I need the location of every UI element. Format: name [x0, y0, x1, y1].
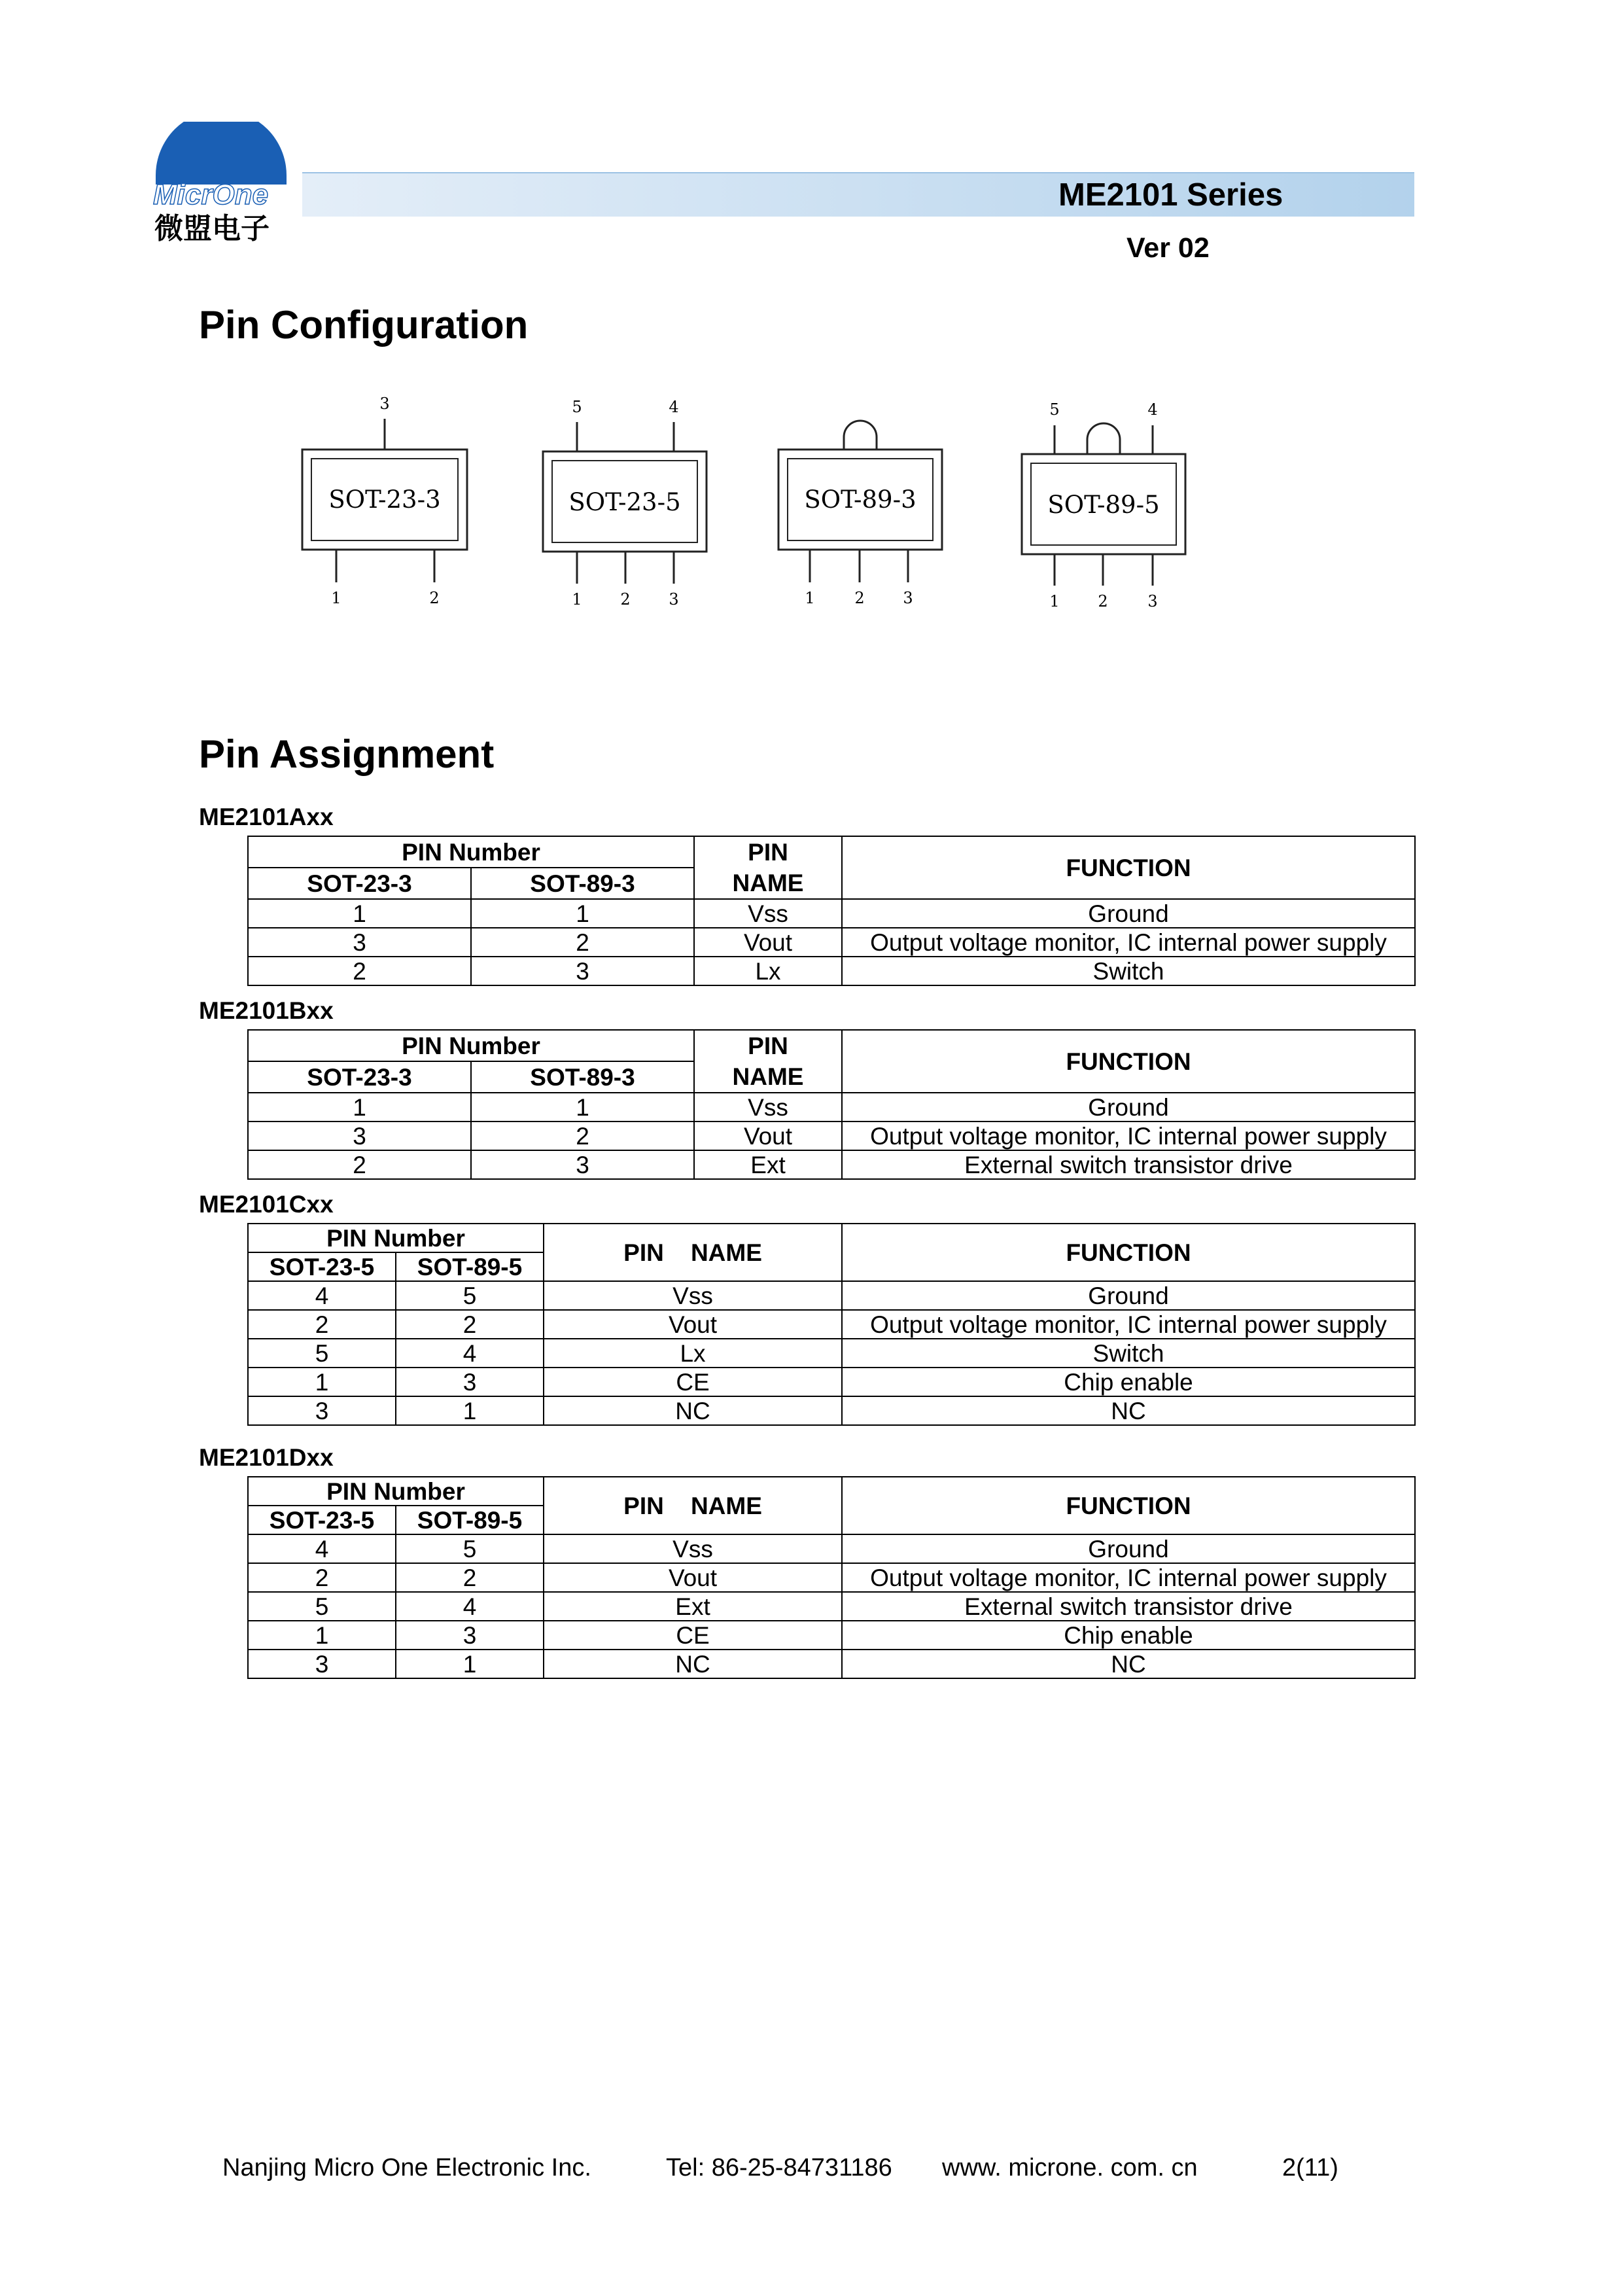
cell: Ext: [544, 1592, 842, 1621]
pin-assignment-title: Pin Assignment: [199, 732, 495, 776]
cell: 3: [471, 957, 694, 985]
pin-number-header: PIN Number: [248, 1224, 544, 1252]
pin-number-label: 3: [1147, 592, 1158, 610]
company-logo: [149, 122, 300, 246]
package-label: SOT-23-3: [328, 486, 441, 514]
cell: 1: [248, 899, 471, 928]
cell: 3: [396, 1621, 544, 1650]
cell: Output voltage monitor, IC internal power supply: [842, 1563, 1415, 1592]
cell: External switch transistor drive: [842, 1150, 1415, 1179]
package-column-header: SOT-23-5: [248, 1252, 396, 1281]
table-row: [248, 928, 1415, 957]
cell: Ground: [842, 899, 1415, 928]
cell: 2: [248, 957, 471, 985]
table-row: [248, 1650, 1415, 1678]
cell: 4: [396, 1592, 544, 1621]
package-column-header: SOT-89-3: [471, 868, 694, 899]
table-label-me2101cxx: ME2101Cxx: [199, 1191, 334, 1218]
pin-number-label: 4: [669, 398, 679, 416]
cell: 1: [248, 1621, 396, 1650]
cell: Vss: [544, 1281, 842, 1310]
cell: Vss: [694, 899, 842, 928]
package-sot-23-5: [543, 398, 707, 609]
pin-name-header: PIN NAME: [544, 1224, 842, 1281]
pin-configuration-title: Pin Configuration: [199, 303, 529, 347]
table-header-row: [248, 1030, 1415, 1061]
pin-number-label: 5: [1049, 400, 1060, 419]
cell: Output voltage monitor, IC internal power supply: [842, 1122, 1415, 1150]
cell: Lx: [694, 957, 842, 985]
cell: 3: [248, 1650, 396, 1678]
cell: Chip enable: [842, 1368, 1415, 1396]
cell: 1: [248, 1093, 471, 1122]
pin-table-me2101dxx: [247, 1476, 1416, 1679]
cell: 5: [396, 1281, 544, 1310]
cell: 2: [396, 1563, 544, 1592]
cell: Switch: [842, 1339, 1415, 1368]
logo-chinese: 微盟电子: [154, 212, 270, 245]
pin-number-header: PIN Number: [248, 1477, 544, 1506]
cell: Vout: [544, 1563, 842, 1592]
cell: 3: [396, 1368, 544, 1396]
table-row: [248, 1339, 1415, 1368]
table-row: [248, 1093, 1415, 1122]
table-row: [248, 1150, 1415, 1179]
table-row: [248, 1621, 1415, 1650]
footer-website: www. microne. com. cn: [942, 2154, 1198, 2181]
cell: NC: [842, 1650, 1415, 1678]
table-row: [248, 1534, 1415, 1563]
cell: 2: [248, 1563, 396, 1592]
cell: Chip enable: [842, 1621, 1415, 1650]
package-column-header: SOT-23-3: [248, 1061, 471, 1093]
cell: 4: [248, 1534, 396, 1563]
table-row: [248, 899, 1415, 928]
footer-page-number: 2(11): [1282, 2154, 1338, 2181]
package-sot-89-5: [1022, 400, 1185, 610]
function-header: FUNCTION: [842, 1030, 1415, 1093]
package-column-header: SOT-23-3: [248, 868, 471, 899]
pin-number-label: 3: [379, 395, 390, 413]
function-header: FUNCTION: [842, 1477, 1415, 1534]
package-label: SOT-23-5: [568, 488, 681, 516]
pin-number-header: PIN Number: [248, 836, 694, 868]
cell: 2: [471, 1122, 694, 1150]
cell: Ground: [842, 1281, 1415, 1310]
package-column-header: SOT-89-5: [396, 1506, 544, 1534]
package-diagrams: [294, 386, 1302, 648]
cell: 2: [396, 1310, 544, 1339]
cell: 1: [248, 1368, 396, 1396]
cell: Output voltage monitor, IC internal power supply: [842, 928, 1415, 957]
package-label: SOT-89-3: [804, 486, 916, 514]
package-sot-23-3: [302, 395, 467, 607]
pin-number-header: PIN Number: [248, 1030, 694, 1061]
cell: Vout: [694, 1122, 842, 1150]
cell: Vss: [694, 1093, 842, 1122]
cell: Ground: [842, 1534, 1415, 1563]
function-header: FUNCTION: [842, 836, 1415, 899]
pin-number-label: 1: [331, 589, 341, 607]
cell: 2: [248, 1310, 396, 1339]
cell: Lx: [544, 1339, 842, 1368]
function-header: FUNCTION: [842, 1224, 1415, 1281]
pin-number-label: 4: [1147, 400, 1158, 419]
cell: NC: [842, 1396, 1415, 1425]
pin-number-label: 3: [903, 589, 913, 607]
cell: CE: [544, 1368, 842, 1396]
table-header-row: [248, 1224, 1415, 1252]
table-label-me2101axx: ME2101Axx: [199, 804, 334, 830]
pin-number-label: 5: [572, 398, 582, 416]
pin-table-me2101cxx: [247, 1223, 1416, 1426]
cell: 2: [471, 928, 694, 957]
cell: Switch: [842, 957, 1415, 985]
table-header-row: [248, 1477, 1415, 1506]
package-column-header: SOT-23-5: [248, 1506, 396, 1534]
table-row: [248, 1563, 1415, 1592]
pin-table-me2101axx: [247, 836, 1416, 986]
package-sot-89-3: [778, 421, 942, 607]
footer-company: Nanjing Micro One Electronic Inc.: [222, 2154, 591, 2181]
cell: 3: [248, 928, 471, 957]
cell: External switch transistor drive: [842, 1592, 1415, 1621]
pin-name-header: PIN NAME: [544, 1477, 842, 1534]
pin-number-label: 2: [1098, 592, 1108, 610]
table-row: [248, 1396, 1415, 1425]
cell: Vout: [694, 928, 842, 957]
pin-number-label: 1: [572, 590, 582, 609]
pin-number-label: 2: [854, 589, 865, 607]
version-label: Ver 02: [1126, 232, 1210, 264]
table-row: [248, 957, 1415, 985]
cell: 5: [248, 1339, 396, 1368]
cell: 2: [248, 1150, 471, 1179]
cell: Ground: [842, 1093, 1415, 1122]
table-header-row: [248, 836, 1415, 868]
cell: 3: [471, 1150, 694, 1179]
package-column-header: SOT-89-3: [471, 1061, 694, 1093]
cell: NC: [544, 1396, 842, 1425]
pin-name-header: PIN NAME: [694, 1030, 842, 1093]
cell: 3: [248, 1396, 396, 1425]
cell: 1: [471, 1093, 694, 1122]
cell: 1: [396, 1396, 544, 1425]
pin-name-header: PIN NAME: [694, 836, 842, 899]
cell: Vss: [544, 1534, 842, 1563]
cell: CE: [544, 1621, 842, 1650]
cell: 5: [248, 1592, 396, 1621]
table-row: [248, 1122, 1415, 1150]
pin-number-label: 1: [1049, 592, 1060, 610]
cell: Vout: [544, 1310, 842, 1339]
package-label: SOT-89-5: [1047, 491, 1160, 519]
logo-wordmark: MicrOne: [153, 179, 269, 211]
cell: Output voltage monitor, IC internal power supply: [842, 1310, 1415, 1339]
package-column-header: SOT-89-5: [396, 1252, 544, 1281]
footer-tel: Tel: 86-25-84731186: [666, 2154, 892, 2181]
cell: NC: [544, 1650, 842, 1678]
table-row: [248, 1281, 1415, 1310]
series-title: ME2101 Series: [1058, 177, 1283, 213]
cell: 5: [396, 1534, 544, 1563]
pin-number-label: 1: [805, 589, 815, 607]
pin-number-label: 2: [620, 590, 631, 609]
pin-number-label: 2: [429, 589, 440, 607]
cell: 3: [248, 1122, 471, 1150]
table-row: [248, 1592, 1415, 1621]
table-label-me2101dxx: ME2101Dxx: [199, 1444, 334, 1471]
table-row: [248, 1310, 1415, 1339]
cell: 4: [248, 1281, 396, 1310]
cell: 4: [396, 1339, 544, 1368]
cell: 1: [471, 899, 694, 928]
pin-number-label: 3: [669, 590, 679, 609]
cell: 1: [396, 1650, 544, 1678]
pin-table-me2101bxx: [247, 1029, 1416, 1180]
table-row: [248, 1368, 1415, 1396]
cell: Ext: [694, 1150, 842, 1179]
table-label-me2101bxx: ME2101Bxx: [199, 997, 334, 1024]
